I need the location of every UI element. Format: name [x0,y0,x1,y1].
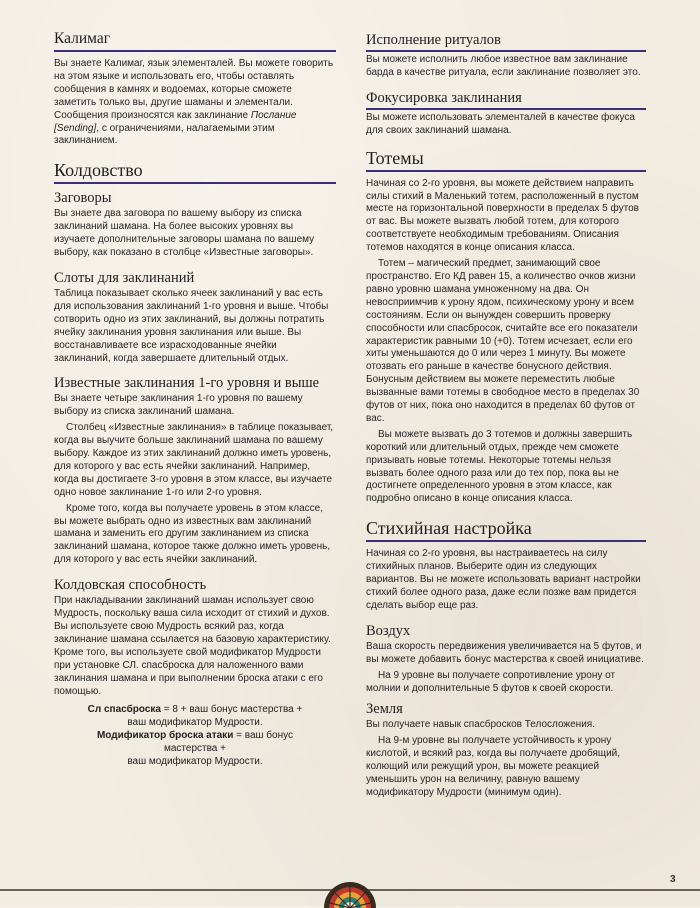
formula-attack-mod: Модификатор броска атаки = ваш бонус мастерства + ваш модификатор Мудрости. [96,730,294,768]
rituals-text: Вы можете исполнить любое известное вам заклинание барда в качестве ритуала, если заклинание позволяет это. [366,54,641,78]
focus-text: Вы можете использовать элементалей в качестве фокуса для своих заклинаний шамана. [366,111,635,136]
sloty-text: Таблица показывает сколько ячеек заклинаний у вас есть для использования заклинаний 1-го уровня и выше. Чтобы сотворить одно из этих заклинаний, вы должны потратить ячейку заклинания уровня заклинания или выше. Вы восстанавливаете все израсходованные ячейки заклинаний, когда завершаете длительный отдых. [54,287,329,364]
left-column [54,30,336,769]
subtitle-izvestnye: Известные заклинания 1-го уровня и выше [54,375,320,392]
zagovory-text: Вы знаете два заговора по вашему выбору из списка заклинаний шамана. На более высоких уровнях вы изучаете дополнительные заговоры шамана по вашему выбору, как показано в столбце «Известные заговоры». [54,208,315,259]
subtitle-sloty: Слоты для заклинаний [54,269,195,286]
earth-text-1: Вы получаете навык спасбросков Телосложения. [366,719,595,731]
totems-text-3: Вы можете вызвать до 3 тотемов и должны завершить короткий или длительный отдых, прежде чем сможете призывать новые тотемы. Некоторые тотемы нельзя вызвать более одного раза или до тех пор, пока вы не достигнете определенного уровня в этом классе, как подробно описано в конце описания класса. [366,428,633,505]
izvestnye-text-2: Столбец «Известные заклинания» в таблице показывает, когда вы выучите больше заклинаний шамана по вашему выбору. Каждое из этих заклинаний должно иметь уровень, для которого у вас есть ячейки заклинаний. Например, когда вы достигаете 3-го уровня в этом классе, вы изучаете одно новое заклинание 1-го или 2-го уровня. [54,422,334,498]
air-text-2: На 9 уровне вы получаете сопротивление урону от молнии и дополнительные 5 футов к своей скорости. [366,669,616,694]
subtitle-rituals: Исполнение ритуалов [366,32,646,52]
subtitle-focus: Фокусировка заклинания [366,90,646,110]
sending-spell-name: Послание [Sending] [54,109,297,134]
totems-text-2: Тотем – магический предмет, занимающий свое пространство. Его КД равен 15, а количество очков жизни равно уровню шамана умноженному на два. Он невосприимчив к урону ядом, психическому урону и всем состояниям. Если он вынужден совершить проверку способности или спасбросок, считайте все его показатели характеристик равными 10 (+0). Тотем исчезает, если его хиты уменьшаются до 0 или через 1 минуту. Вы можете отозвать его раньше в качестве бонусного действия. Бонусным действием вы можете переместить любые вызванные вами тотемы в свободное место в пределах 30 футов от них, пока оно находится в пределах 60 футов от вас. [366,258,640,424]
section-title-totems: Тотемы [366,148,646,172]
section-title-koldovstvo: Колдовство [54,160,336,184]
izvestnye-text-3: Кроме того, когда вы получаете уровень в этом классе, вы можете выбрать одно из известных вам заклинаний шамана и заменить его другим заклинанием из списка заклинаний шамана, которое также должно иметь уровень, для которого у вас есть ячейки заклинаний. [54,502,331,566]
page-number: 3 [670,874,676,885]
subtitle-zagovory: Заговоры [54,190,112,207]
section-title-kalimag: Калимаг [54,30,336,52]
footer-emblem-icon [320,868,380,908]
section-title-attunement: Стихийная настройка [366,518,646,542]
totems-text-1: Начиная со 2-го уровня, вы можете действием направить силы стихий в Маленький тотем, расположенный в пустом месте на горизонтальной поверхности в пределах 5 футов от вас. Вы можете вызвать любой тотем, для которого соответствуете необходимым требованиям. Описания тотемов находятся в конце описания класса. [366,177,639,254]
izvestnye-text-1: Вы знаете четыре заклинания 1-го уровня по вашему выбору из списка заклинаний шамана. [54,393,303,418]
subtitle-sposobnost: Колдовская способность [54,577,207,594]
kalimag-text: Вы знаете Калимаг, язык элементалей. Вы можете говорить на этом языке и использовать его, чтобы оставлять сообщения в камнях и водоемах, которые сможете заметить только вы, другие шаманы и элементали. Сообщения произносятся как заклинание Послание [Sending], с ограничениями, налагаемыми этим заклинанием. [54,58,334,147]
attunement-text: Начиная со 2-го уровня, вы настраиваетесь на силу стихийных планов. Выберите один из следующих вариантов. Вы не можете использовать вариант настройки стихий более одного раза, даже если позже вам придется сделать выбор еще раз. [366,548,641,611]
subtitle-air: Воздух [366,622,411,639]
subtitle-earth: Земля [366,701,403,718]
sposobnost-text: При накладывании заклинаний шаман использует свою Мудрость, поскольку ваша сила исходит от стихий и духов. Вы используете свою Мудрость всякий раз, когда заклинание шамана ссылается на базовую характеристику. Кроме того, вы используете свой модификатор Мудрости при установке СЛ. спасброска для наложенного вами заклинания шамана и при выполнении броска атаки с его помощью. [54,595,331,697]
formula-save-dc: Сл спасброска = 8 + ваш бонус мастерства + ваш модификатор Мудрости. [87,704,303,729]
right-column [366,30,646,800]
air-text-1: Ваша скорость передвижения увеличивается на 5 футов, и вы можете добавить бонус мастерства к своей инициативе. [366,640,644,665]
earth-text-2: На 9-м уровне вы получаете устойчивость к урону кислотой, и всякий раз, когда вы получаете дробящий, колющий или режущий урон, вы можете реакцией уменьшить урон на величину, равную вашему модификатору Мудрости (минимум один). [366,735,621,798]
